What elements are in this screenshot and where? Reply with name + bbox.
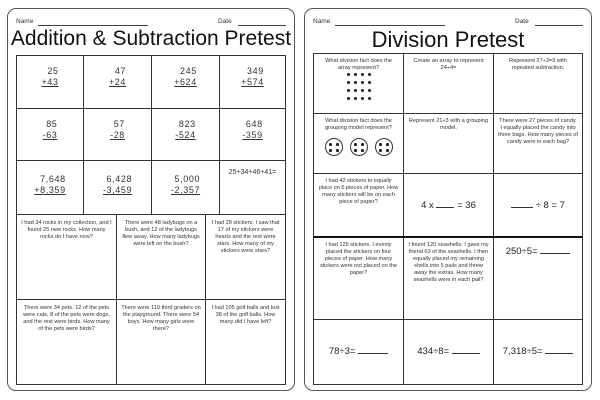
- vertical-problem: [152, 174, 219, 198]
- equation-left: 7,318÷5=: [502, 346, 543, 357]
- dot: [386, 149, 389, 152]
- dot: [379, 149, 382, 152]
- problem-top: 47: [114, 66, 127, 76]
- dot: [361, 81, 364, 84]
- vertical-problem: [43, 119, 58, 141]
- problem-row: [314, 238, 582, 320]
- word-problem-cell: [206, 215, 285, 299]
- problem-grid: [16, 55, 286, 385]
- vertical-problem: [220, 119, 285, 143]
- problem-cell: [84, 56, 152, 108]
- problem-top: 57: [113, 119, 125, 129]
- group-circle: [325, 138, 343, 156]
- name-blank: [38, 25, 148, 26]
- equation: [404, 346, 493, 357]
- group-circle: [375, 138, 393, 156]
- problem-bottom: -2,357: [170, 185, 201, 195]
- dot: [361, 97, 364, 100]
- vertical-problem: [152, 66, 219, 90]
- page-title: Division Pretest: [371, 27, 525, 52]
- dot: [361, 143, 364, 146]
- vertical-problem: [41, 66, 58, 88]
- question-text: I found 120 seashells. I gave my friend 63 of the seashells. I then equally placed my remaining shells into 5 pails and threw away the extras. How many seashells were in each pail?: [408, 242, 489, 283]
- equation-left: 78÷3=: [328, 346, 356, 357]
- array-question-cell: [314, 54, 404, 113]
- equation-left: 434÷8=: [417, 346, 450, 357]
- dot: [368, 73, 371, 76]
- vertical-problem: [103, 174, 132, 196]
- equation-right: = 36: [457, 200, 476, 211]
- dot: [329, 149, 332, 152]
- vertical-problem: [175, 119, 195, 141]
- problem-cell: [84, 109, 152, 160]
- addition-subtraction-worksheet: [7, 8, 295, 391]
- vertical-problem: [17, 174, 83, 198]
- problem-bottom: -359: [242, 130, 263, 140]
- problem-cell: [17, 161, 84, 214]
- vertical-problem: [109, 66, 126, 88]
- equation: [494, 246, 582, 257]
- problem-top: 25: [47, 66, 59, 76]
- vertical-problem: [17, 119, 83, 143]
- word-problem-text: There were 110 third graders on the playground. There were 54 boys. How many girls were there?: [121, 305, 201, 332]
- word-problem-cell: [17, 300, 117, 384]
- word-problem-text: I had 28 stickers. I saw that 17 of my stickers were hearts and the rest were stars. How many of my stickers were stars?: [211, 220, 280, 254]
- word-problem-text: There were 34 pets. 12 of the pets were cats, 8 of the pets were dogs, and the rest were birds. How many of the pets were birds?: [23, 305, 110, 332]
- word-problem-text: I had 105 golf balls and lost 38 of the golf balls. How many did I have left?: [211, 305, 280, 325]
- problem-row: [17, 109, 285, 161]
- vertical-problem: [242, 119, 262, 141]
- word-problem-text: There were 48 ladybugs on a bush, and 12 of the ladybugs flew away. How many ladybugs were left on the bush?: [122, 220, 200, 247]
- dot: [347, 97, 350, 100]
- dot: [361, 149, 364, 152]
- problem-grid: [313, 53, 583, 385]
- word-problem-row: [17, 215, 285, 300]
- answer-blank: [358, 353, 388, 354]
- dot: [361, 89, 364, 92]
- problem-bottom: +8,359: [34, 185, 66, 195]
- problem-cell: [152, 109, 220, 160]
- vertical-problem: [84, 119, 151, 143]
- dot: [368, 89, 371, 92]
- problem-top: 85: [46, 119, 58, 129]
- problem-bottom: -28: [110, 130, 125, 140]
- equation-cell: [404, 320, 494, 384]
- problem-cell: [220, 56, 285, 108]
- word-problem-cell: [17, 215, 117, 299]
- question-text: Represent 21÷3 with a grouping model.: [408, 118, 489, 131]
- problem-cell: [220, 109, 285, 160]
- vertical-problem: [84, 174, 151, 198]
- problem-bottom: +43: [41, 77, 59, 87]
- problem-top: 7,648: [40, 174, 66, 184]
- question-text: I had 42 stickers to equally place on 6 pieces of paper. How many stickers will be on each piece of paper?: [318, 178, 399, 205]
- question-text: What division fact does the grouping model represent?: [325, 118, 392, 131]
- word-problem-cell: [117, 300, 206, 384]
- dot: [329, 143, 332, 146]
- problem-row: [314, 174, 582, 238]
- equation: [314, 346, 403, 357]
- word-problem-cell: [206, 300, 285, 384]
- problem-top: 648: [245, 119, 263, 129]
- group-circle: [350, 138, 368, 156]
- question-text: Create an array to represent 24÷4=: [413, 58, 484, 71]
- problem-row: [314, 320, 582, 384]
- problem-row: [314, 114, 582, 174]
- question-text: I had 125 stickers. I evenly placed the stickers on four pieces of paper. How many stickers were not placed on the paper?: [319, 242, 398, 276]
- problem-bottom: -3,459: [102, 185, 133, 195]
- question-cell: [494, 54, 582, 113]
- problem-top: 245: [180, 66, 197, 76]
- date-label: Date: [515, 18, 529, 25]
- problem-cell: [152, 56, 220, 108]
- problem-cell: [220, 161, 285, 214]
- question-text: There were 27 pieces of candy. I equally placed the candy into three bags. How many pieces of candy were in each bag?: [498, 118, 578, 145]
- word-problem-cell: [117, 215, 206, 299]
- problem-bottom: -63: [42, 130, 58, 140]
- question-cell: [314, 238, 404, 319]
- dot: [336, 143, 339, 146]
- dot: [368, 97, 371, 100]
- problem-cell: [17, 109, 84, 160]
- equation-cell: [494, 320, 582, 384]
- question-cell: [404, 54, 494, 113]
- problem-bottom: -524: [175, 130, 196, 140]
- answer-blank: [545, 353, 573, 354]
- date-label: Date: [218, 18, 232, 25]
- dot: [368, 81, 371, 84]
- answer-blank: [511, 207, 533, 208]
- question-cell: [404, 238, 494, 319]
- problem-row: [314, 54, 582, 114]
- date-blank: [238, 25, 286, 26]
- vertical-problem: [171, 174, 200, 196]
- dot: [386, 143, 389, 146]
- dot: [354, 149, 357, 152]
- dot: [379, 143, 382, 146]
- vertical-problem: [220, 66, 285, 90]
- grouping-question-cell: [314, 114, 404, 173]
- question-cell: [404, 114, 494, 173]
- problem-bottom: +574: [241, 77, 264, 87]
- equation-cell: [314, 320, 404, 384]
- word-problem-text: I had 34 rocks in my collection, and I found 25 new rocks. How many rocks do I have now?: [21, 220, 112, 240]
- equation-cell: [494, 238, 582, 319]
- answer-blank: [452, 353, 480, 354]
- answer-blank: [540, 253, 570, 254]
- dot: [354, 81, 357, 84]
- addition-chain-problem: 25+34+46+41=: [228, 169, 277, 176]
- vertical-problem: [174, 66, 197, 88]
- vertical-problem: [241, 66, 264, 88]
- problem-bottom: +624: [174, 77, 197, 87]
- name-label: Name: [313, 18, 331, 25]
- vertical-problem: [152, 119, 219, 143]
- problem-cell: [17, 56, 84, 108]
- problem-row: [17, 56, 285, 109]
- question-text: What division fact does the array represent?: [325, 58, 392, 71]
- equation: [494, 200, 582, 211]
- answer-blank: [436, 207, 454, 208]
- problem-top: 823: [178, 119, 196, 129]
- question-cell: [314, 174, 404, 236]
- problem-top: 5,000: [174, 174, 201, 184]
- problem-bottom: +24: [108, 77, 127, 87]
- word-problem-row: [17, 300, 285, 384]
- equation-left: 250÷5=: [505, 246, 538, 257]
- vertical-problem: [17, 66, 83, 90]
- problem-top: 6,428: [106, 174, 133, 184]
- equation-right: ÷ 8 = 7: [535, 200, 565, 211]
- equation-left: 4 x: [421, 200, 434, 211]
- vertical-problem: [110, 119, 125, 141]
- problem-cell: [84, 161, 152, 214]
- dot: [354, 89, 357, 92]
- dot: [361, 73, 364, 76]
- dot: [354, 97, 357, 100]
- problem-cell: [152, 161, 220, 214]
- dot: [354, 143, 357, 146]
- equation-cell: [494, 174, 582, 236]
- problem-row: [17, 161, 285, 215]
- equation: [494, 346, 582, 357]
- dot: [336, 149, 339, 152]
- problem-top: 349: [247, 66, 264, 76]
- question-cell: [494, 114, 582, 173]
- equation: [404, 200, 493, 211]
- page-title: Addition & Subtraction Pretest: [10, 27, 292, 50]
- dot: [347, 73, 350, 76]
- dot: [347, 89, 350, 92]
- vertical-problem: [84, 66, 151, 90]
- dot: [347, 81, 350, 84]
- name-label: Name: [16, 18, 34, 25]
- division-worksheet: [304, 8, 592, 391]
- vertical-problem: [34, 174, 65, 196]
- equation-cell: [404, 174, 494, 236]
- date-blank: [535, 25, 583, 26]
- name-blank: [335, 25, 445, 26]
- question-text: Represent 27÷3=9 with repeated subtraction.: [509, 58, 567, 71]
- dot: [354, 73, 357, 76]
